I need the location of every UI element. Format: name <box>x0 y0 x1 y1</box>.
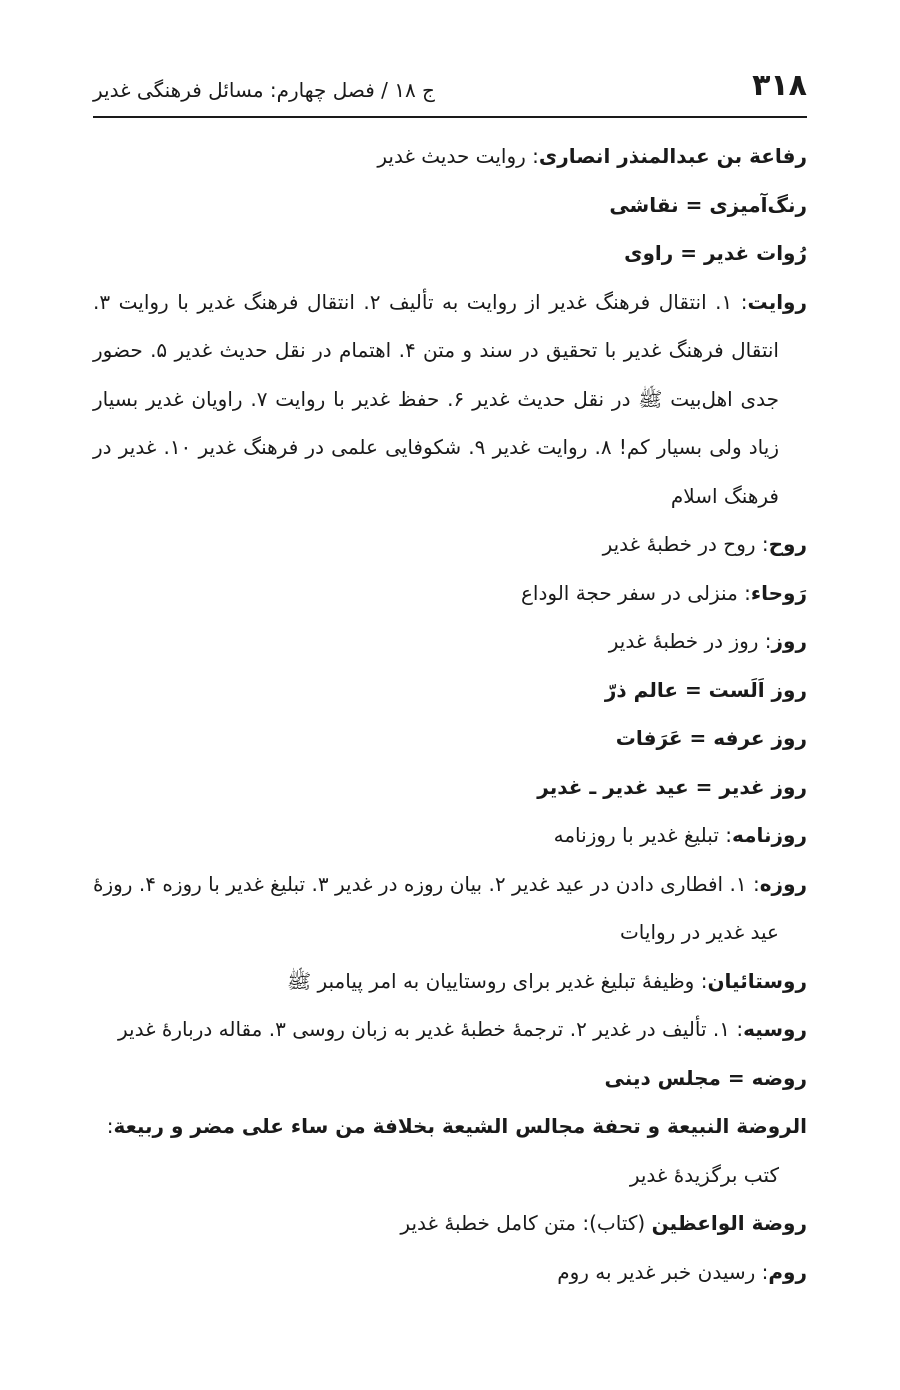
entry-separator: : <box>755 1259 769 1284</box>
entry-term: رفاعة بن عبدالمنذر انصاری <box>538 144 807 168</box>
index-entry <box>93 181 807 230</box>
entry-separator: : <box>758 629 772 653</box>
index-entry <box>93 1054 807 1103</box>
entry-term: روستائیان <box>707 968 807 993</box>
entry-text: منزلی در سفر حجة الوداع <box>520 580 738 605</box>
index-entry <box>93 278 807 521</box>
entry-separator: : <box>732 289 748 314</box>
entry-separator: : <box>106 1114 114 1138</box>
entry-term: روزه <box>759 871 808 896</box>
entry-text: ۱. افطاری دادن در عید غدیر ۲. بیان روزه در غدیر ۳. تبلیغ غدیر با روزه ۴. روزهٔ عید غدیر در روایات <box>93 871 779 944</box>
index-entry <box>93 666 807 715</box>
index-entry <box>93 1199 807 1248</box>
index-entry <box>93 860 807 957</box>
entry-text: روز در خطبهٔ غدیر <box>608 629 759 653</box>
entry-term: روز <box>771 629 807 653</box>
index-entry <box>93 811 807 860</box>
entry-text: روایت حدیث غدیر <box>377 144 526 168</box>
entry-term: روسیه <box>743 1017 807 1041</box>
index-entries <box>93 132 807 1296</box>
entry-separator: : <box>737 580 751 605</box>
index-entry <box>93 1102 807 1199</box>
entry-text: رسیدن خبر غدیر به روم <box>557 1259 756 1284</box>
entry-text: ۱. تألیف در غدیر ۲. ترجمهٔ خطبهٔ غدیر به زبان روسی ۳. مقاله دربارهٔ غدیر <box>118 1017 730 1041</box>
entry-term: رُوات غدیر = راوی <box>624 241 807 265</box>
running-head: ج ۱۸ / فصل چهارم: مسائل فرهنگی غدیر <box>93 78 435 102</box>
entry-term: روضه = مجلس دینی <box>604 1065 807 1090</box>
entry-term: روایت <box>747 289 807 314</box>
entry-term: روم <box>768 1259 807 1284</box>
entry-term: رَوحاء <box>750 580 807 605</box>
entry-text: تبلیغ غدیر با روزنامه <box>553 823 719 847</box>
entry-separator: : <box>694 968 708 993</box>
entry-term: روزنامه <box>732 823 807 847</box>
entry-text: روح در خطبهٔ غدیر <box>602 532 756 556</box>
index-entry <box>93 714 807 763</box>
entry-term: روز غدیر = عید غدیر ـ غدیر <box>537 774 807 799</box>
entry-separator: : <box>718 823 732 847</box>
entry-separator: : <box>755 532 769 556</box>
entry-separator: : <box>729 1017 744 1041</box>
index-entry <box>93 1005 807 1054</box>
entry-term: روضة الواعظین <box>651 1211 807 1235</box>
index-entry <box>93 1248 807 1297</box>
entry-text: (کتاب): متن کامل خطبهٔ غدیر <box>400 1211 646 1235</box>
index-entry <box>93 569 807 618</box>
entry-term: رنگ‌آمیزی = نقاشی <box>609 192 807 217</box>
entry-text: کتب برگزیدهٔ غدیر <box>629 1162 779 1187</box>
page-number: ۳۱۸ <box>752 68 807 103</box>
entry-separator: : <box>525 144 539 168</box>
entry-text: وظیفهٔ تبلیغ غدیر برای روستاییان به امر پیامبر ﷺ <box>286 968 695 993</box>
index-entry <box>93 229 807 278</box>
page-header <box>93 60 807 118</box>
index-entry <box>93 617 807 666</box>
entry-term: الروضة النبیعة و تحفة مجالس الشیعة بخلافة من ساء علی مضر و ربیعة <box>113 1114 807 1138</box>
entry-text: ۱. انتقال فرهنگ غدیر از روایت به تألیف ۲. انتقال فرهنگ غدیر با روایت ۳. انتقال فرهنگ غدیر با تحقیق در سند و متن ۴. اهتمام در نقل حدیث غدیر ۵. حضور جدی اهل‌بیت ﷺ در نقل حدیث غدیر ۶. حفظ غدیر با روایت ۷. راویان غدیر بسیار زیاد ولی بسیار کم! ۸. روایت غدیر ۹. شکوفایی علمی در فرهنگ غدیر ۱۰. غدیر در فرهنگ اسلام <box>93 289 780 508</box>
entry-separator: : <box>746 871 760 896</box>
index-entry <box>93 520 807 569</box>
entry-term: روح <box>768 532 807 556</box>
index-entry <box>93 763 807 812</box>
entry-term: روز عرفه = عَرَفات <box>615 726 807 750</box>
entry-term: روز اَلَست = عالم ذرّ <box>604 677 807 702</box>
index-entry <box>93 132 807 181</box>
index-entry <box>93 957 807 1006</box>
